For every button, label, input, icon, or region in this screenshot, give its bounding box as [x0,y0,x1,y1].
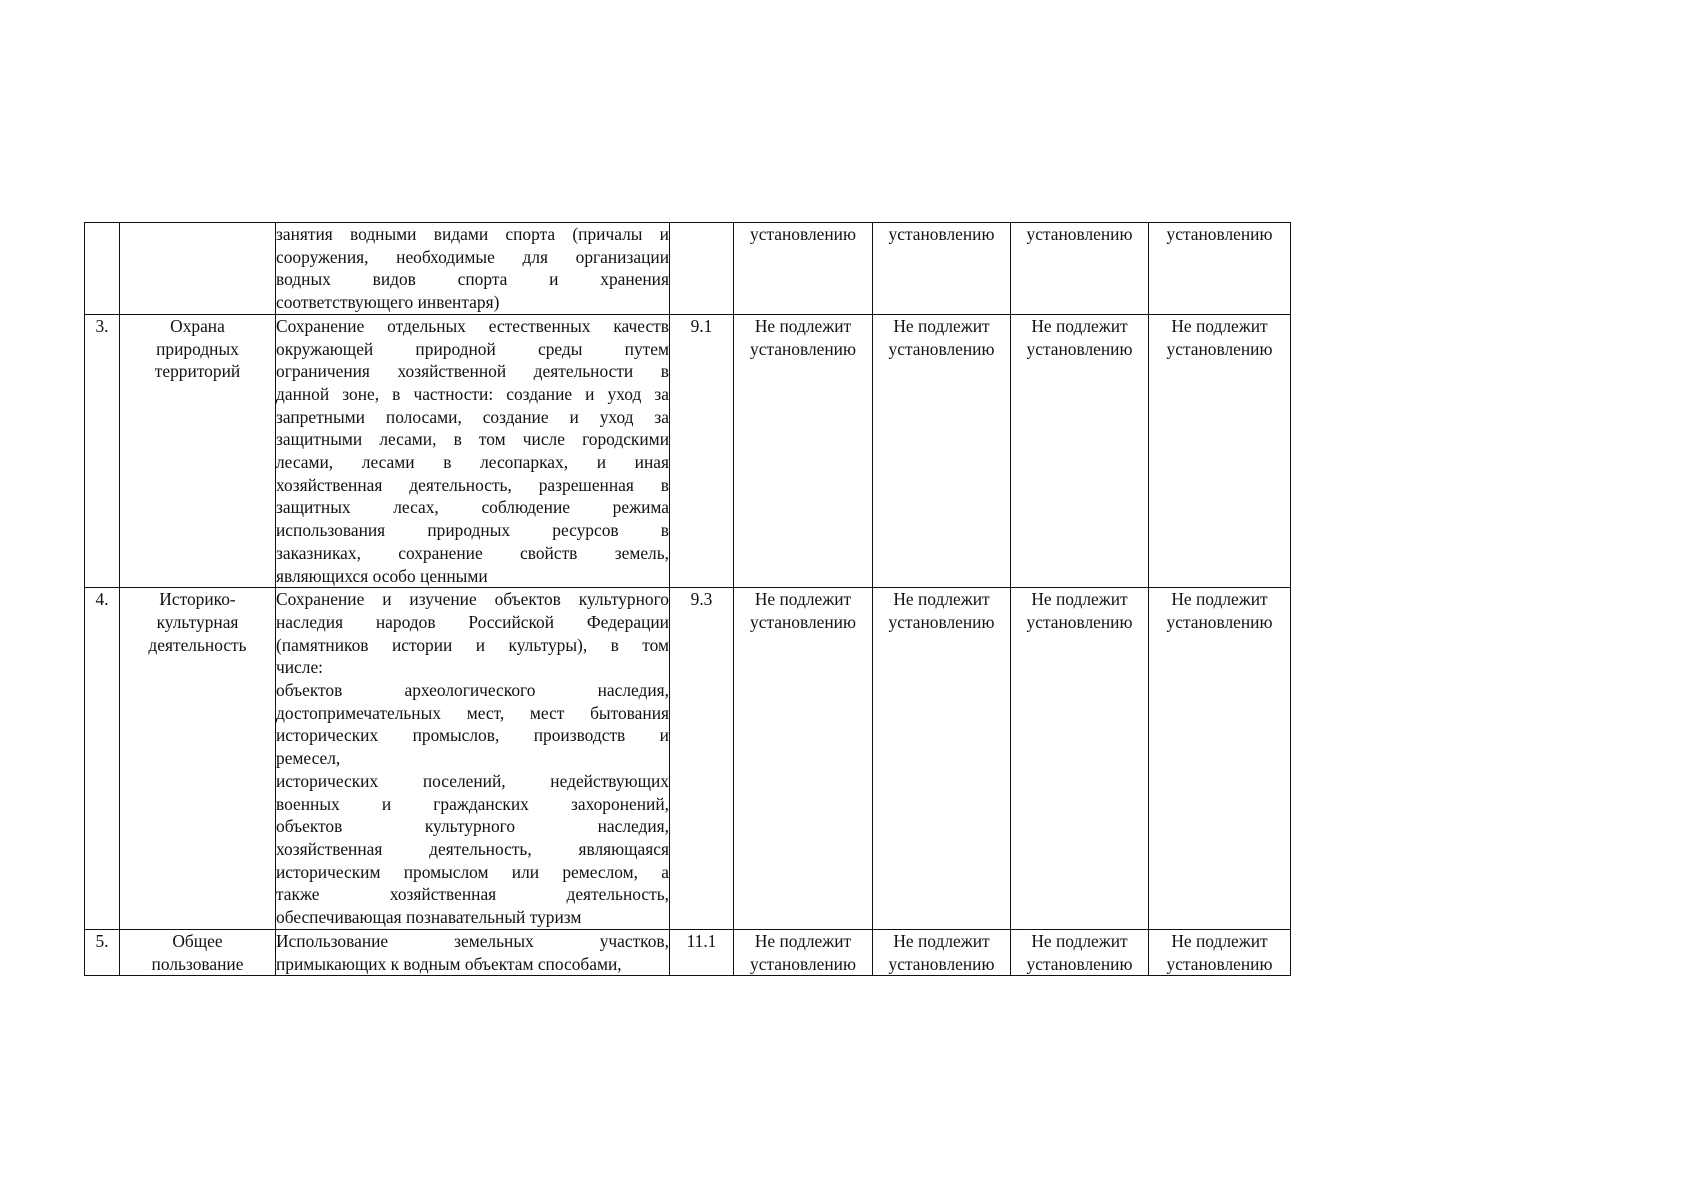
parameter-cell [1011,223,1149,315]
description-line: запретными полосами, создание и уход за [276,406,669,427]
parameter-line: Не подлежит [1171,589,1268,610]
parameter-cell [734,929,873,975]
description-line: лесами, лесами в лесопарках, и иная [276,452,669,473]
parameter-line: установлению [1166,953,1273,974]
description-line: исторических промыслов, производств и [276,725,669,746]
parameter-line: установлению [1026,224,1133,244]
parameter-line: установлению [1166,338,1273,359]
parameter-line: Не подлежит [893,315,990,336]
parameter-line: Не подлежит [754,315,852,336]
description-line: сооружения, необходимые для организации [276,246,669,267]
use-type-name-cell [120,588,276,930]
parameter-line: установлению [888,953,995,974]
description-line: хозяйственная деятельность, разрешенная в [276,474,669,495]
parameter-line: Не подлежит [1171,930,1268,951]
description-line: защитных лесах, соблюдение режима [276,497,669,518]
use-type-name-line: культурная [156,611,239,632]
parameter-cell [734,588,873,930]
parameter-line: установлению [888,611,995,632]
parameter-line: установлению [1026,611,1133,632]
parameter-cell [1149,588,1291,930]
description-line: водных видов спорта и хранения [276,269,669,290]
description-line: хозяйственная деятельность, являющаяся [276,838,669,859]
description-line: использования природных ресурсов в [276,520,669,541]
parameter-line: Не подлежит [1031,930,1128,951]
parameter-cell [873,223,1011,315]
table-body [85,223,1291,976]
use-type-name-line: пользование [151,953,244,974]
use-type-name-cell [120,223,276,315]
parameter-line: установлению [888,224,995,244]
parameter-line: установлению [1026,338,1133,359]
parameter-line: Не подлежит [893,589,990,610]
use-type-description-cell [276,588,670,930]
use-type-name-cell [120,314,276,587]
parameter-cell [1011,929,1149,975]
use-type-description-cell [276,929,670,975]
use-type-name-line: деятельность [148,634,247,655]
description-line: Сохранение отдельных естественных качеств [276,315,669,336]
parameter-line: Не подлежит [1171,315,1268,336]
parameter-cell [734,223,873,315]
description-line: заказниках, сохранение свойств земель, [276,542,669,563]
row-number-cell: 4. [85,588,120,930]
description-line: данной зоне, в частности: создание и уход за [276,383,669,404]
description-line: объектов культурного наследия, [276,816,669,837]
row-number-cell: 5. [85,929,120,975]
use-type-description-cell [276,223,670,315]
parameter-line: установлению [888,338,995,359]
parameter-cell [873,314,1011,587]
parameter-line: Не подлежит [1031,589,1128,610]
parameter-cell [1149,929,1291,975]
parameter-line: установлению [1166,224,1273,244]
description-line: наследия народов Российской Федерации [276,611,669,632]
parameter-line: Не подлежит [893,930,990,951]
description-line: историческим промыслом или ремеслом, а [276,861,669,882]
description-line: объектов археологического наследия, [276,680,669,701]
parameter-line: установлению [750,224,856,244]
description-line: исторических поселений, недействующих [276,770,669,791]
description-line: достопримечательных мест, мест бытования [276,702,669,723]
parameter-line: установлению [750,611,856,632]
description-line: соответствующего инвентаря) [276,292,500,313]
use-type-name-line: Охрана [170,315,225,336]
description-line: являющихся особо ценными [276,565,488,586]
description-line: защитными лесами, в том числе городскими [276,429,669,450]
use-type-name-line: Историко- [159,589,236,610]
parameter-line: установлению [1026,953,1133,974]
table-row [85,929,1291,975]
classifier-code-cell: 9.1 [670,314,734,587]
table-row [85,314,1291,587]
classifier-code-cell: 9.3 [670,588,734,930]
row-number-cell: 3. [85,314,120,587]
description-line: ремесел, [276,748,341,769]
description-line: ограничения хозяйственной деятельности в [276,361,669,382]
use-type-name-line: Общее [172,930,223,951]
parameter-line: установлению [750,338,856,359]
description-line: окружающей природной среды путем [276,338,669,359]
classifier-code-cell: 11.1 [670,929,734,975]
parameter-line: Не подлежит [754,589,852,610]
description-line: Использование земельных участков, [276,930,669,951]
description-line: (памятников истории и культуры), в том [276,634,669,655]
parameter-cell [873,929,1011,975]
description-line: занятия водными видами спорта (причалы и [276,224,669,244]
parameter-line: установлению [1166,611,1273,632]
parameter-cell [1011,314,1149,587]
table-row [85,223,1291,315]
parameter-cell [1149,314,1291,587]
use-type-name-cell [120,929,276,975]
parameter-cell [1149,223,1291,315]
parameter-cell [1011,588,1149,930]
parameter-cell [734,314,873,587]
description-line: обеспечивающая познавательный туризм [276,907,582,928]
parameter-line: Не подлежит [1031,315,1128,336]
parameter-line: установлению [750,953,856,974]
use-type-name-line: природных [156,338,239,359]
row-number-cell [85,223,120,315]
parameter-line: Не подлежит [754,930,852,951]
use-type-description-cell [276,314,670,587]
table-row [85,588,1291,930]
description-line: также хозяйственная деятельность, [276,884,669,905]
description-line: военных и гражданских захоронений, [276,793,669,814]
use-type-name-line: территорий [154,361,241,382]
description-line: примыкающих к водным объектам способами, [276,953,622,974]
description-line: числе: [276,657,324,678]
description-line: Сохранение и изучение объектов культурного [276,589,669,610]
land-use-table [84,222,1291,976]
classifier-code-cell [670,223,734,315]
parameter-cell [873,588,1011,930]
